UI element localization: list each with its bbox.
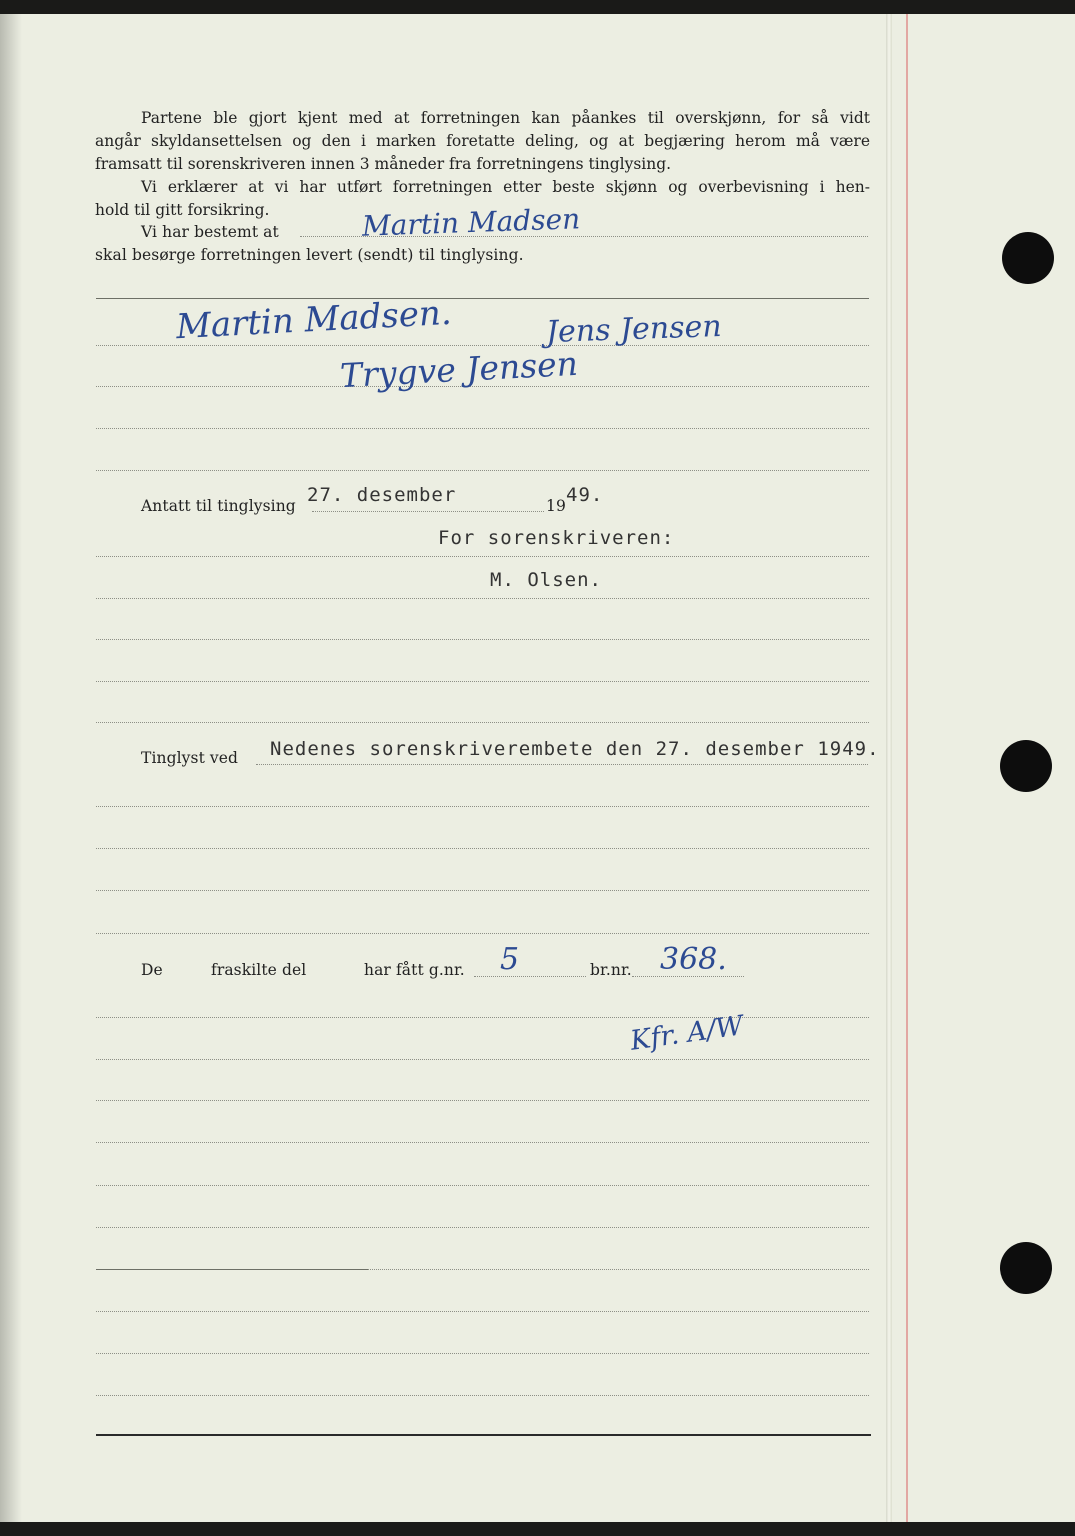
form-rule	[96, 1311, 869, 1312]
form-rule	[96, 1395, 869, 1396]
tinglyst-label: Tinglyst ved	[141, 749, 239, 767]
for-sorenskriveren: For sorenskriveren:	[438, 527, 675, 549]
signature-rule	[96, 298, 869, 299]
tinglyst-value: Nedenes sorenskriverembete den 27. desember 1949.	[270, 738, 880, 760]
form-rule	[96, 1017, 869, 1018]
binder-hole-top	[1002, 232, 1054, 284]
form-rule	[96, 598, 869, 599]
bestemt-label: Vi har bestemt at	[141, 223, 279, 241]
clerk-name: M. Olsen.	[490, 569, 602, 591]
signature-trygve-jensen: Trygve Jensen	[339, 343, 579, 396]
form-rule	[96, 1185, 869, 1186]
form-rule	[96, 1059, 869, 1060]
form-rule	[368, 1269, 869, 1270]
parcel-word-de: De	[141, 961, 163, 979]
paragraph-line: Partene ble gjort kjent med at forretningen kan påankes til overskjønn, for så vidt	[141, 109, 870, 127]
binder-hole-bottom	[1000, 1242, 1052, 1294]
form-rule	[96, 722, 869, 723]
paragraph-line: framsatt til sorenskriveren innen 3 måneder fra forretningens tinglysing.	[95, 155, 672, 173]
form-rule	[96, 556, 869, 557]
paragraph-line: Vi erklærer at vi har utført forretningen etter beste skjønn og overbevisning i hen-	[141, 178, 870, 196]
antatt-year-prefix: 19	[546, 497, 566, 515]
form-rule	[96, 848, 869, 849]
margin-line	[906, 14, 908, 1522]
form-rule	[96, 890, 869, 891]
antatt-label: Antatt til tinglysing	[141, 497, 296, 515]
signature-rule	[96, 470, 869, 471]
parcel-word-har-fatt: har fått g.nr.	[364, 961, 465, 979]
antatt-year-suffix: 49.	[566, 484, 604, 506]
binder-hole-middle	[1000, 740, 1052, 792]
form-rule	[96, 1269, 368, 1270]
handwritten-assignee: Martin Madsen	[361, 202, 581, 243]
parcel-word-fraskilte: fraskilte del	[211, 961, 307, 979]
annotation-kfr: Kfr. A/W	[628, 1010, 746, 1057]
page-fold	[886, 14, 892, 1522]
form-rule	[96, 933, 869, 934]
paragraph-line: hold til gitt forsikring.	[95, 201, 270, 219]
form-rule	[96, 1353, 869, 1354]
gnr-value: 5	[500, 942, 520, 977]
page-edge-shadow	[0, 14, 22, 1522]
bottom-rule	[96, 1434, 871, 1436]
form-rule	[96, 1227, 869, 1228]
form-rule	[96, 681, 869, 682]
brnr-value: 368.	[660, 942, 727, 977]
brnr-label: br.nr.	[590, 961, 632, 979]
antatt-date: 27. desember	[307, 484, 457, 506]
gnr-dots	[474, 976, 586, 977]
form-rule	[96, 806, 869, 807]
form-rule	[96, 1142, 869, 1143]
form-rule	[96, 1100, 869, 1101]
signature-jens-jensen: Jens Jensen	[545, 308, 723, 351]
signature-rule	[96, 428, 869, 429]
paragraph-line: angår skyldansettelsen og den i marken foretatte deling, og at begjæring herom må være	[95, 132, 870, 150]
bestemt-continuation: skal besørge forretningen levert (sendt) til tinglysing.	[95, 246, 524, 264]
tinglyst-dots	[256, 764, 868, 765]
signature-martin-madsen: Martin Madsen.	[175, 292, 453, 348]
form-rule	[96, 639, 869, 640]
antatt-date-dots	[312, 511, 544, 512]
